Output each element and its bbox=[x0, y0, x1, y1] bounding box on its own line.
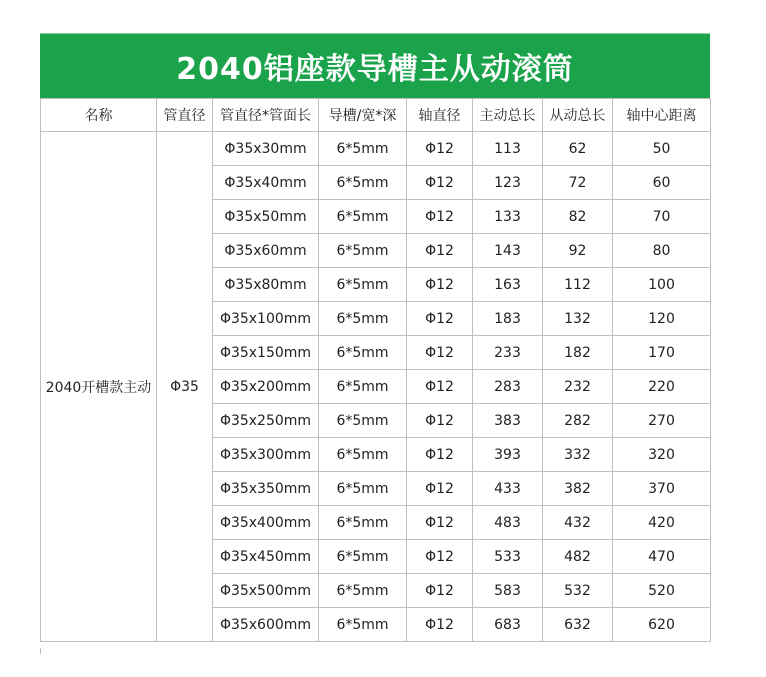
cell-driven-length: 632 bbox=[543, 608, 613, 642]
cell-center-distance: 370 bbox=[613, 472, 711, 506]
cell-shaft: Φ12 bbox=[407, 268, 473, 302]
header-drive-length: 主动总长 bbox=[473, 99, 543, 132]
cell-shaft: Φ12 bbox=[407, 438, 473, 472]
cell-center-distance: 270 bbox=[613, 404, 711, 438]
cell-center-distance: 320 bbox=[613, 438, 711, 472]
header-driven-length: 从动总长 bbox=[543, 99, 613, 132]
cell-center-distance: 420 bbox=[613, 506, 711, 540]
cell-center-distance: 520 bbox=[613, 574, 711, 608]
cell-shaft: Φ12 bbox=[407, 472, 473, 506]
cell-spec: Φ35x350mm bbox=[213, 472, 319, 506]
header-row bbox=[41, 99, 711, 132]
sheet-edge-line bbox=[40, 648, 41, 654]
cell-shaft: Φ12 bbox=[407, 574, 473, 608]
cell-name-merged: 2040开槽款主动 bbox=[41, 132, 157, 642]
cell-shaft: Φ12 bbox=[407, 608, 473, 642]
cell-shaft: Φ12 bbox=[407, 540, 473, 574]
cell-driven-length: 382 bbox=[543, 472, 613, 506]
cell-shaft: Φ12 bbox=[407, 506, 473, 540]
header-center-distance: 轴中心距离 bbox=[613, 99, 711, 132]
cell-spec: Φ35x40mm bbox=[213, 166, 319, 200]
cell-spec: Φ35x200mm bbox=[213, 370, 319, 404]
cell-spec: Φ35x250mm bbox=[213, 404, 319, 438]
cell-groove: 6*5mm bbox=[319, 506, 407, 540]
cell-drive-length: 133 bbox=[473, 200, 543, 234]
cell-center-distance: 170 bbox=[613, 336, 711, 370]
cell-shaft: Φ12 bbox=[407, 302, 473, 336]
cell-groove: 6*5mm bbox=[319, 608, 407, 642]
header-groove: 导槽/宽*深 bbox=[319, 99, 407, 132]
cell-groove: 6*5mm bbox=[319, 404, 407, 438]
cell-center-distance: 470 bbox=[613, 540, 711, 574]
cell-diameter-merged: Φ35 bbox=[157, 132, 213, 642]
cell-spec: Φ35x400mm bbox=[213, 506, 319, 540]
cell-groove: 6*5mm bbox=[319, 200, 407, 234]
cell-spec: Φ35x600mm bbox=[213, 608, 319, 642]
cell-driven-length: 72 bbox=[543, 166, 613, 200]
cell-groove: 6*5mm bbox=[319, 132, 407, 166]
cell-groove: 6*5mm bbox=[319, 438, 407, 472]
cell-center-distance: 220 bbox=[613, 370, 711, 404]
cell-driven-length: 62 bbox=[543, 132, 613, 166]
cell-groove: 6*5mm bbox=[319, 302, 407, 336]
cell-spec: Φ35x150mm bbox=[213, 336, 319, 370]
cell-drive-length: 143 bbox=[473, 234, 543, 268]
cell-center-distance: 620 bbox=[613, 608, 711, 642]
title-bar bbox=[40, 33, 710, 98]
cell-shaft: Φ12 bbox=[407, 166, 473, 200]
cell-shaft: Φ12 bbox=[407, 336, 473, 370]
cell-shaft: Φ12 bbox=[407, 234, 473, 268]
table-row bbox=[41, 132, 711, 166]
spec-sheet bbox=[40, 33, 710, 642]
spec-table bbox=[40, 98, 711, 642]
cell-drive-length: 433 bbox=[473, 472, 543, 506]
cell-shaft: Φ12 bbox=[407, 370, 473, 404]
cell-drive-length: 583 bbox=[473, 574, 543, 608]
cell-driven-length: 532 bbox=[543, 574, 613, 608]
cell-driven-length: 282 bbox=[543, 404, 613, 438]
cell-groove: 6*5mm bbox=[319, 234, 407, 268]
header-spec: 管直径*管面长 bbox=[213, 99, 319, 132]
cell-spec: Φ35x50mm bbox=[213, 200, 319, 234]
cell-shaft: Φ12 bbox=[407, 404, 473, 438]
cell-driven-length: 432 bbox=[543, 506, 613, 540]
cell-driven-length: 482 bbox=[543, 540, 613, 574]
header-diameter: 管直径 bbox=[157, 99, 213, 132]
cell-groove: 6*5mm bbox=[319, 370, 407, 404]
cell-groove: 6*5mm bbox=[319, 268, 407, 302]
cell-groove: 6*5mm bbox=[319, 540, 407, 574]
cell-drive-length: 533 bbox=[473, 540, 543, 574]
cell-drive-length: 183 bbox=[473, 302, 543, 336]
cell-driven-length: 112 bbox=[543, 268, 613, 302]
cell-spec: Φ35x450mm bbox=[213, 540, 319, 574]
cell-center-distance: 80 bbox=[613, 234, 711, 268]
header-shaft: 轴直径 bbox=[407, 99, 473, 132]
cell-groove: 6*5mm bbox=[319, 336, 407, 370]
cell-spec: Φ35x60mm bbox=[213, 234, 319, 268]
cell-drive-length: 683 bbox=[473, 608, 543, 642]
cell-spec: Φ35x300mm bbox=[213, 438, 319, 472]
cell-groove: 6*5mm bbox=[319, 472, 407, 506]
cell-drive-length: 383 bbox=[473, 404, 543, 438]
cell-driven-length: 182 bbox=[543, 336, 613, 370]
cell-drive-length: 233 bbox=[473, 336, 543, 370]
cell-drive-length: 113 bbox=[473, 132, 543, 166]
cell-spec: Φ35x100mm bbox=[213, 302, 319, 336]
cell-drive-length: 163 bbox=[473, 268, 543, 302]
cell-driven-length: 232 bbox=[543, 370, 613, 404]
cell-driven-length: 82 bbox=[543, 200, 613, 234]
cell-drive-length: 393 bbox=[473, 438, 543, 472]
sheet-title: 2040铝座款导槽主从动滚筒 bbox=[176, 52, 574, 87]
cell-drive-length: 283 bbox=[473, 370, 543, 404]
cell-driven-length: 332 bbox=[543, 438, 613, 472]
header-name: 名称 bbox=[41, 99, 157, 132]
cell-groove: 6*5mm bbox=[319, 574, 407, 608]
cell-spec: Φ35x30mm bbox=[213, 132, 319, 166]
cell-shaft: Φ12 bbox=[407, 200, 473, 234]
cell-spec: Φ35x500mm bbox=[213, 574, 319, 608]
cell-center-distance: 70 bbox=[613, 200, 711, 234]
cell-driven-length: 92 bbox=[543, 234, 613, 268]
cell-drive-length: 483 bbox=[473, 506, 543, 540]
cell-spec: Φ35x80mm bbox=[213, 268, 319, 302]
cell-center-distance: 60 bbox=[613, 166, 711, 200]
cell-groove: 6*5mm bbox=[319, 166, 407, 200]
cell-drive-length: 123 bbox=[473, 166, 543, 200]
cell-center-distance: 100 bbox=[613, 268, 711, 302]
cell-center-distance: 50 bbox=[613, 132, 711, 166]
cell-driven-length: 132 bbox=[543, 302, 613, 336]
cell-shaft: Φ12 bbox=[407, 132, 473, 166]
cell-center-distance: 120 bbox=[613, 302, 711, 336]
